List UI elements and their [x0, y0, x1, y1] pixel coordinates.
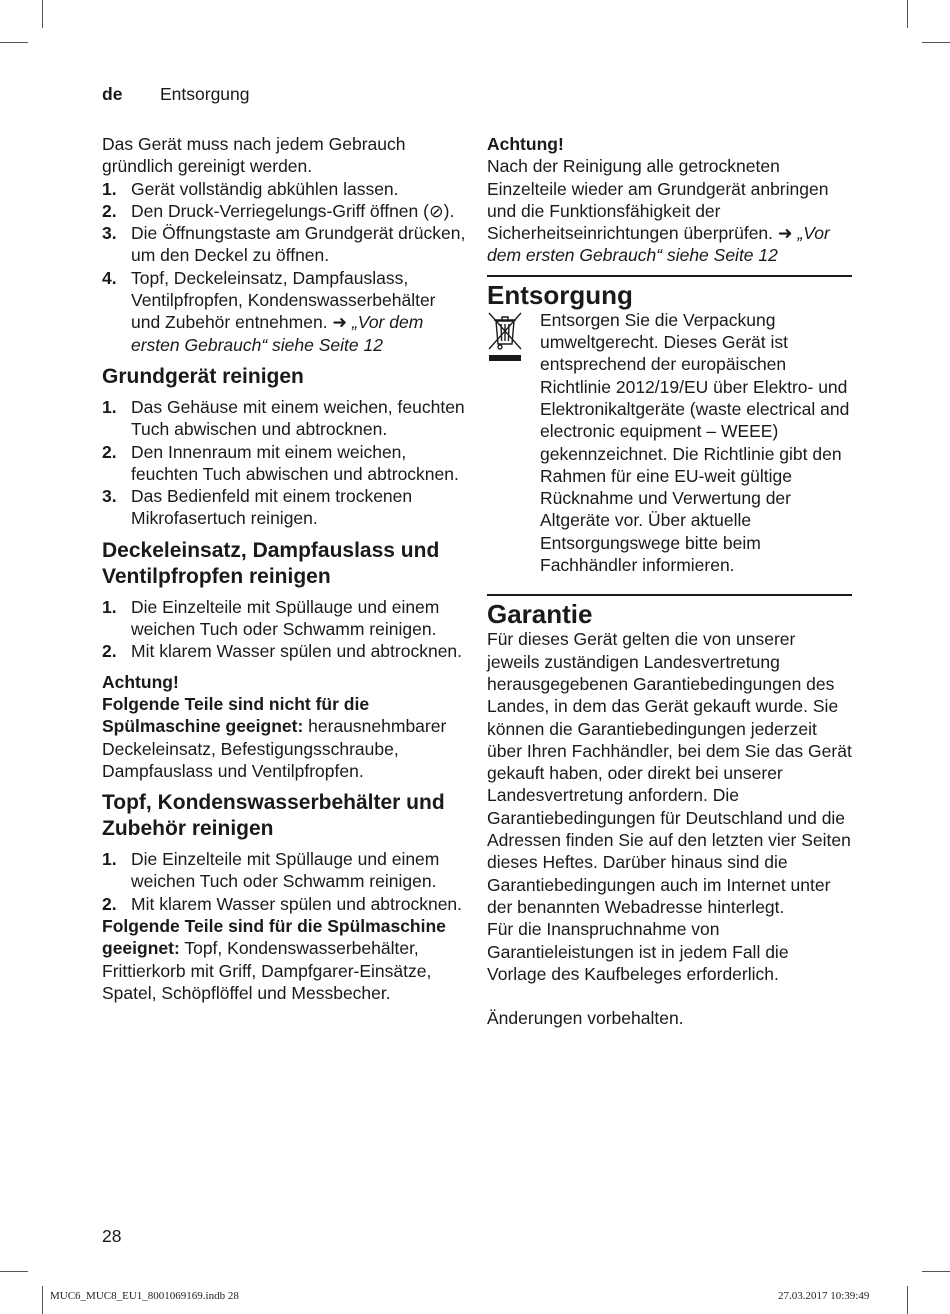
section-rule: [487, 594, 852, 596]
footer-date: 27.03.2017 10:39:49: [778, 1290, 870, 1302]
list-item: 3. Die Öffnungstaste am Grundgerät drücken, um den Deckel zu öffnen.: [102, 223, 466, 266]
list-item: 4. Topf, Deckeleinsatz, Dampfauslass, Ventilpfropfen, Kondenswasserbehälter und Zubehör entnehmen. ➜ „Vor dem ersten Gebrauch“ siehe Seite 12: [102, 267, 436, 355]
list-item: 3. Das Bedienfeld mit einem trockenen Mikrofasertuch reinigen.: [102, 486, 413, 529]
heading-topf: Topf, Kondenswasserbehälter und Zubehör reinigen: [102, 791, 445, 841]
crop-mark: [0, 1271, 28, 1272]
running-header: [102, 84, 250, 105]
warning-title: Achtung!: [102, 671, 179, 692]
crop-mark: [907, 1286, 908, 1314]
disposal-block: [487, 309, 852, 577]
crop-mark: [922, 1271, 950, 1272]
right-column: [487, 133, 852, 1029]
crop-mark: [0, 42, 28, 43]
list-item: 2. Den Innenraum mit einem weichen, feuchten Tuch abwischen und abtrocknen.: [102, 441, 459, 484]
disposal-text: Entsorgen Sie die Verpackung umweltgerecht. Dieses Gerät ist entsprechend der europäischen Richtlinie 2012/19/EU über Elektro- und Elektronikaltgeräte (waste electrical and electronic equipment – WEEE) gekennzeichnet. Die Richtlinie gibt den Rahmen für eine EU-weit gültige Rücknahme und Verwertung der Altgeräte vor. Über aktuelle Entsorgungswege bitte beim Fachhändler informieren.: [540, 309, 850, 576]
list-item: 1. Gerät vollständig abkühlen lassen.: [102, 178, 399, 199]
warning-paragraph: Folgende Teile sind nicht für die Spülmaschine geeignet: herausnehmbarer Deckeleinsatz, Befestigungsschraube, Dampfauslass und Ventilpfropfen.: [102, 693, 447, 781]
left-column: [102, 133, 467, 1004]
crop-mark: [42, 1286, 43, 1314]
list-item: 2. Mit klarem Wasser spülen und abtrocknen.: [102, 893, 463, 914]
dishwasher-paragraph: Folgende Teile sind für die Spülmaschine geeignet: Topf, Kondenswasserbehälter, Frittierkorb mit Griff, Dampfgarer-Einsätze, Spatel, Schöpflöffel und Messbecher.: [102, 916, 446, 1003]
list-item: 1. Die Einzelteile mit Spüllauge und einem weichen Tuch oder Schwamm reinigen.: [102, 596, 440, 640]
warranty-text-2: Für die Inanspruchnahme von Garantieleistungen ist in jedem Fall die Vorlage des Kaufbeleges erforderlich.: [487, 919, 789, 984]
warning-paragraph: Nach der Reinigung alle getrockneten Einzelteile wieder am Grundgerät anbringen und die Funktionsfähigkeit der Sicherheitseinrichtungen überprüfen. ➜ „Vor dem ersten Gebrauch“ siehe Seite 12: [487, 156, 830, 266]
crop-mark: [42, 0, 43, 28]
list-item: 2. Den Druck-Verriegelungs-Griff öffnen (⊘).: [102, 200, 455, 221]
section-title: Entsorgung: [160, 84, 250, 104]
heading-entsorgung: Entsorgung: [487, 279, 633, 310]
crossed-bin-icon: [487, 309, 540, 577]
section-rule: [487, 275, 852, 277]
deckeleinsatz-steps: [102, 596, 467, 663]
lock-open-symbol-icon: ⊘: [428, 200, 444, 221]
list-item: 2. Mit klarem Wasser spülen und abtrocknen.: [102, 641, 463, 662]
cleaning-intro: Das Gerät muss nach jedem Gebrauch gründlich gereinigt werden.: [102, 134, 406, 177]
crop-mark: [907, 0, 908, 28]
page-number: 28: [102, 1226, 122, 1246]
cross-reference: „Vor dem ersten Gebrauch“ siehe Seite 12: [487, 223, 830, 266]
list-item: 1. Das Gehäuse mit einem weichen, feuchten Tuch abwischen und abtrocknen.: [102, 396, 465, 440]
warranty-text: Für dieses Gerät gelten die von unserer jeweils zuständigen Landesvertretung herausgegebenen Garantiebedingungen des Landes, in dem das Gerät gekauft wurde. Sie können die Garantiebedingungen jederzeit über Ihren Fachhändler, bei dem Sie das Gerät gekauft haben, oder direkt bei unserer Landesvertretung anfordern. Die Garantiebedingungen für Deutschland und die Adressen finden Sie auf den letzten vier Seiten dieses Heftes. Darüber hinaus sind die Garantiebedingungen auch im Internet unter der benannten Webadresse hinterlegt.: [487, 629, 852, 917]
cross-reference: „Vor dem ersten Gebrauch“ siehe Seite 12: [131, 312, 424, 355]
warning-title: Achtung!: [487, 134, 564, 154]
cleaning-steps: [102, 178, 467, 356]
arrow-right-icon: ➜: [777, 223, 793, 244]
language-code: de: [102, 84, 123, 104]
heading-deckeleinsatz: Deckeleinsatz, Dampfauslass und Ventilpfropfen reinigen: [102, 538, 440, 588]
changes-reserved: Änderungen vorbehalten.: [487, 1008, 684, 1029]
arrow-right-icon: ➜: [332, 312, 348, 333]
heading-garantie: Garantie: [487, 599, 593, 630]
topf-steps: [102, 848, 467, 915]
list-item: 1. Die Einzelteile mit Spüllauge und einem weichen Tuch oder Schwamm reinigen.: [102, 849, 440, 892]
footer-filename: MUC6_MUC8_EU1_8001069169.indb 28: [50, 1290, 239, 1302]
heading-grundgeraet: Grundgerät reinigen: [102, 364, 304, 388]
grundgeraet-steps: [102, 396, 467, 530]
crop-mark: [922, 42, 950, 43]
